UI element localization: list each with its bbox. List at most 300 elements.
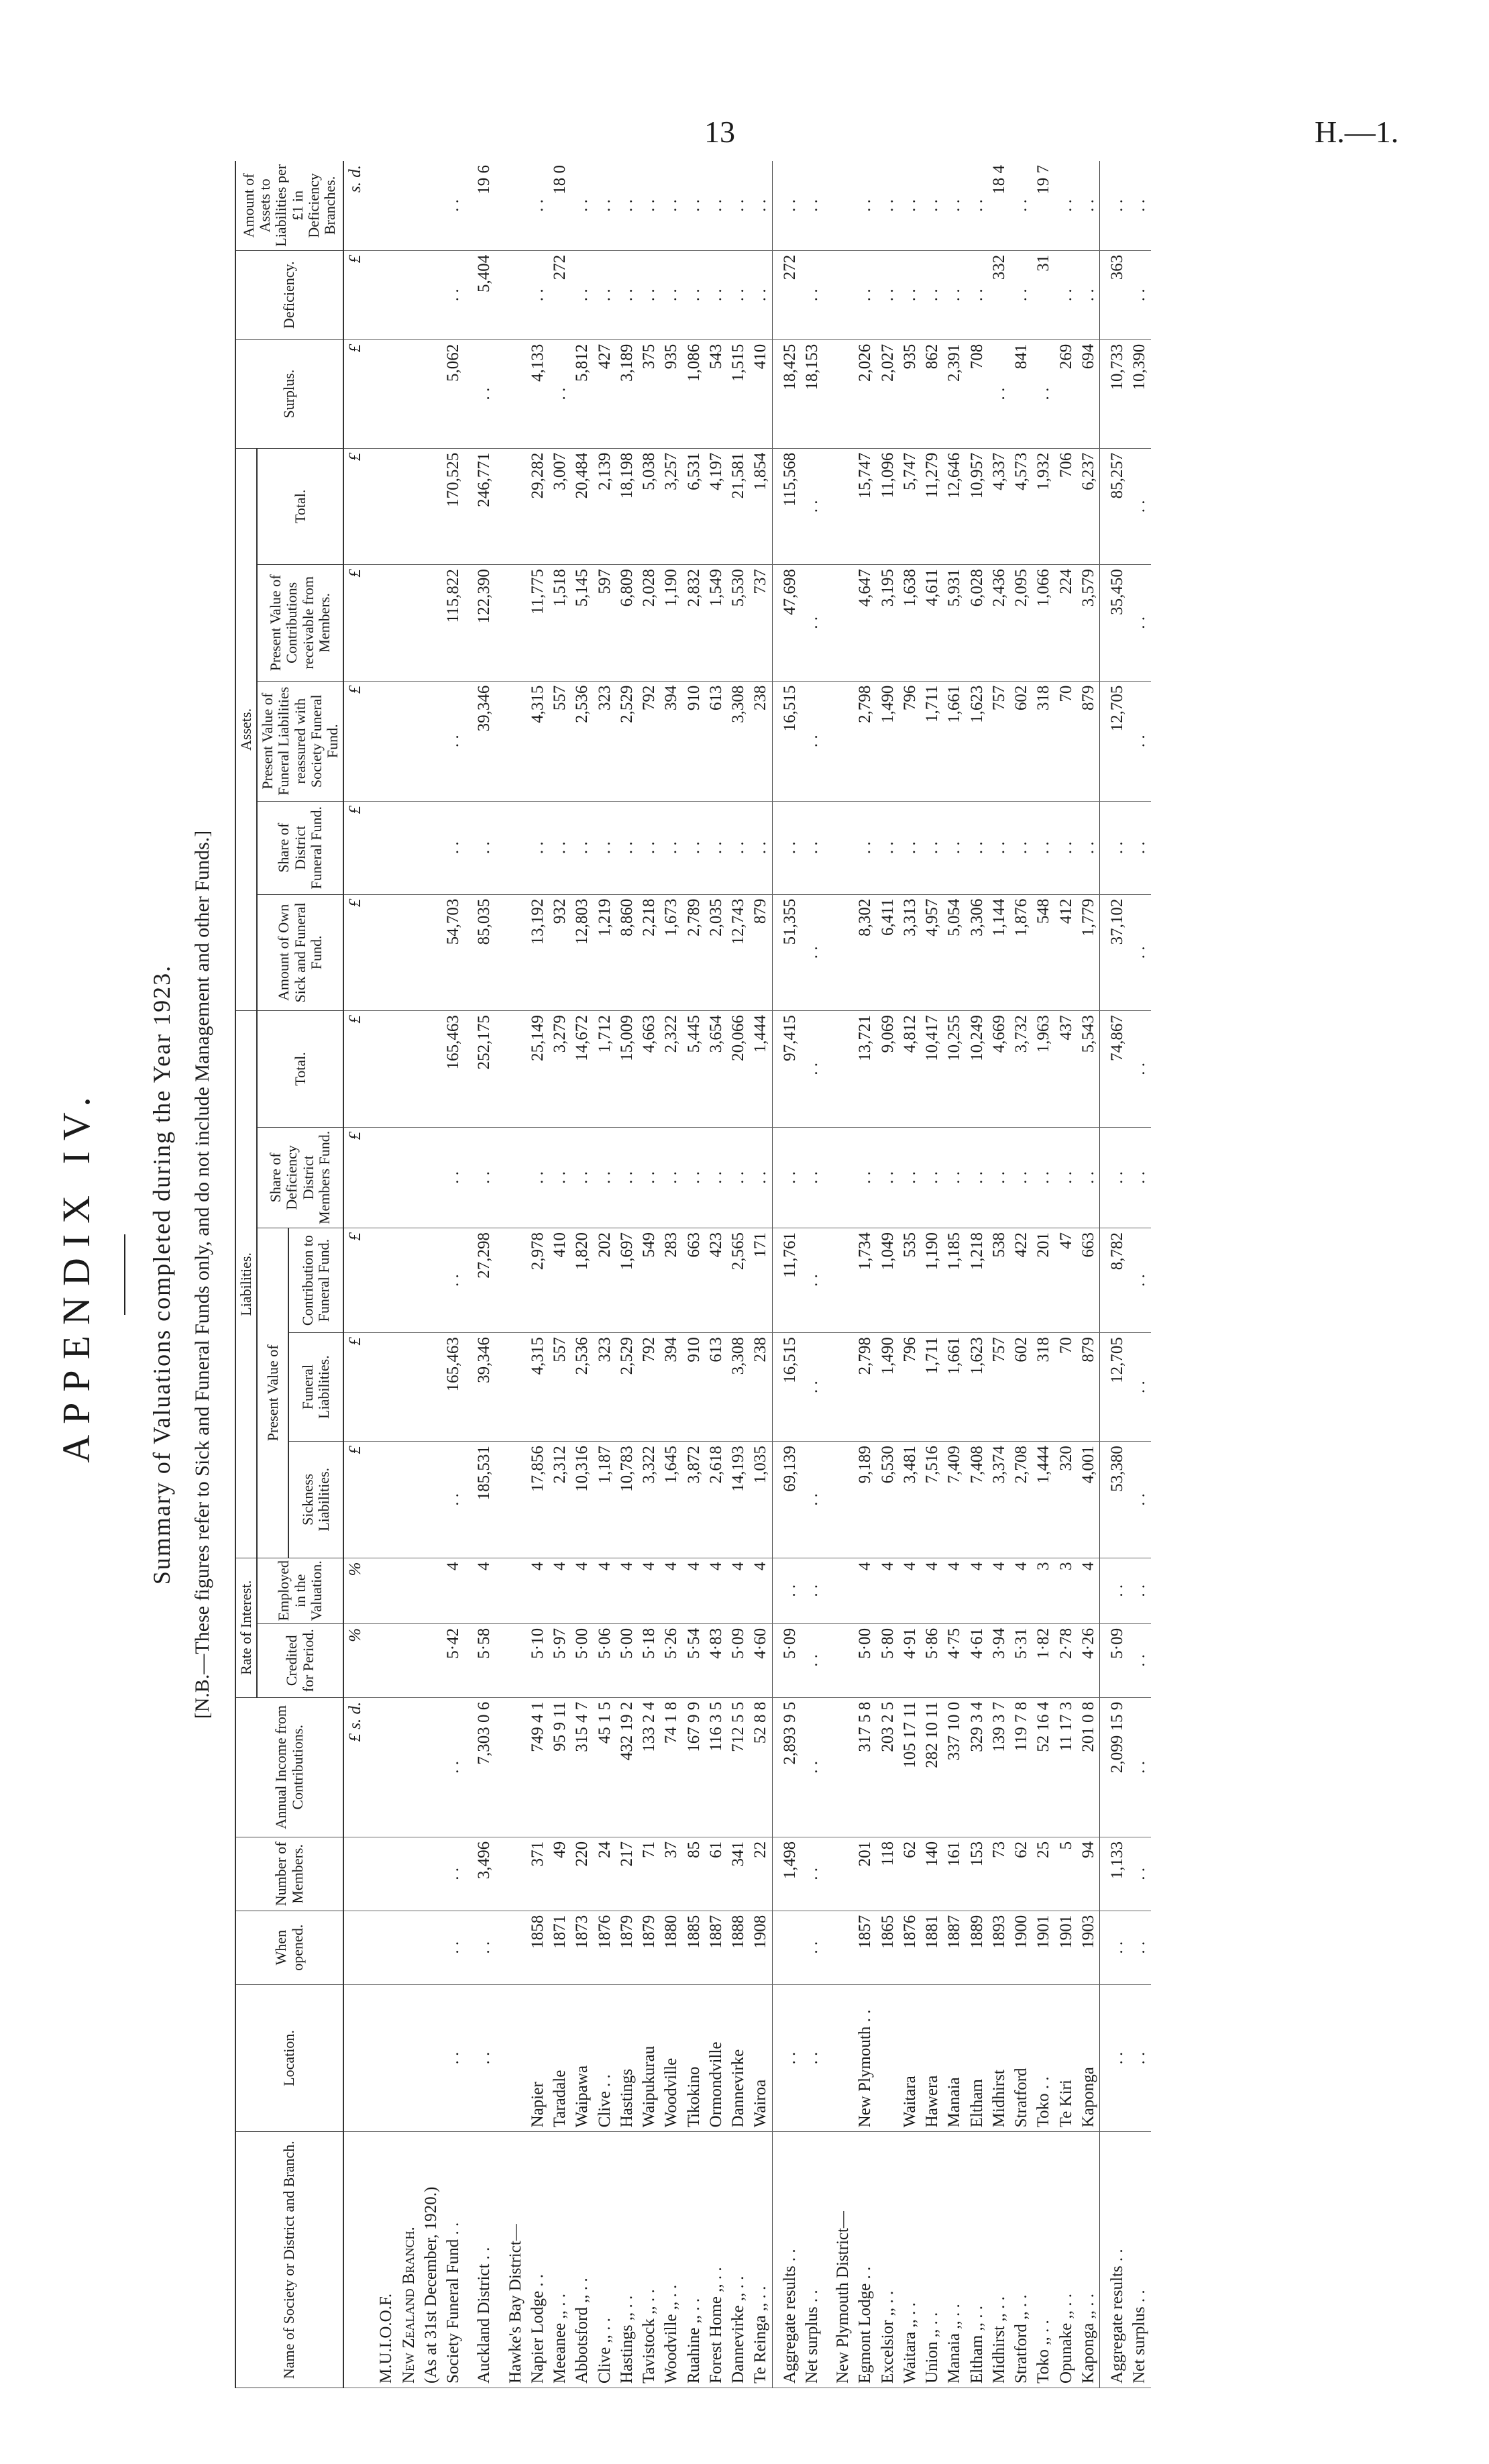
table-cell: 1908	[749, 1911, 772, 1984]
table-cell: 95 9 11	[549, 1697, 571, 1837]
table-cell: 74 1 8	[660, 1697, 682, 1837]
table-cell: . .	[571, 161, 593, 250]
table-cell: 97,415	[772, 1011, 801, 1128]
table-cell: 4,647	[854, 565, 876, 681]
table-cell: 2,893 9 5	[772, 1697, 801, 1837]
table-cell	[823, 894, 854, 1010]
table-cell: 14,193	[727, 1442, 749, 1558]
table-cell	[398, 1623, 420, 1697]
table-cell: . .	[854, 250, 876, 339]
row-label: (As at 31st December, 1920.)	[420, 2132, 442, 2388]
header-location: Location.	[235, 1984, 343, 2132]
table-cell: 1,549	[705, 565, 727, 681]
header-rate-credited: Credited for Period.	[257, 1623, 343, 1697]
unit-cell: £	[343, 1011, 366, 1128]
table-cell: 1888	[727, 1911, 749, 1984]
table-cell: 663	[1077, 1228, 1100, 1333]
table-cell	[496, 1911, 527, 1984]
table-cell: 140	[921, 1837, 943, 1911]
table-cell: 1,623	[966, 681, 988, 801]
table-cell: 375	[638, 339, 660, 448]
table-cell: 4,812	[899, 1011, 921, 1128]
table-cell	[398, 1837, 420, 1911]
title-rule	[124, 1234, 125, 1315]
table-cell: 323	[594, 681, 616, 801]
table-cell: 394	[660, 681, 682, 801]
table-cell: 4,573	[1010, 448, 1032, 565]
header-funeral-liab: Funeral Liabilities.	[288, 1333, 343, 1442]
table-cell: 879	[749, 894, 772, 1010]
table-cell: 5·00	[854, 1623, 876, 1697]
table-cell: 1,133	[1100, 1837, 1129, 1911]
table-cell: . .	[549, 1127, 571, 1228]
header-present-value: Present Value of	[257, 1228, 288, 1558]
table-cell: . .	[801, 565, 823, 681]
table-cell	[366, 339, 397, 448]
table-row	[442, 161, 464, 2388]
table-cell: 2,312	[549, 1442, 571, 1558]
table-cell: 323	[594, 1333, 616, 1442]
table-cell	[366, 1558, 397, 1623]
table-cell: . .	[801, 1442, 823, 1558]
table-cell: . .	[442, 1127, 464, 1228]
table-cell: 39,346	[464, 681, 495, 801]
table-cell: 15,747	[854, 448, 876, 565]
table-cell: 1,187	[594, 1442, 616, 1558]
table-cell	[823, 448, 854, 565]
table-cell: 1,490	[877, 681, 899, 801]
page-number: 13	[704, 115, 735, 149]
table-cell: 7,516	[921, 1442, 943, 1558]
table-cell: . .	[1128, 1911, 1150, 1984]
table-cell	[398, 1228, 420, 1333]
table-cell: 3,189	[616, 339, 638, 448]
table-row	[594, 161, 616, 2388]
table-cell: 1885	[683, 1911, 705, 1984]
table-cell: 16,515	[772, 1333, 801, 1442]
table-cell: 3,872	[683, 1442, 705, 1558]
table-cell: 4	[727, 1558, 749, 1623]
table-row	[899, 161, 921, 2388]
table-cell: 879	[1077, 681, 1100, 801]
table-cell	[398, 681, 420, 801]
row-label: Hawke's Bay District—	[496, 2132, 527, 2388]
row-label: Eltham ,, . .	[966, 2132, 988, 2388]
table-cell	[366, 161, 397, 250]
table-cell: 935	[660, 339, 682, 448]
table-cell: 1889	[966, 1911, 988, 1984]
table-cell: 3,306	[966, 894, 988, 1010]
table-cell: 1,963	[1032, 1011, 1054, 1128]
table-cell: 1880	[660, 1911, 682, 1984]
table-cell: . .	[442, 161, 464, 250]
table-cell: 796	[899, 1333, 921, 1442]
unit-cell: £	[343, 1228, 366, 1333]
table-cell: Dannevirke	[727, 1984, 749, 2132]
table-cell: 548	[1032, 894, 1054, 1010]
table-cell	[823, 1623, 854, 1697]
table-cell: 1,219	[594, 894, 616, 1010]
row-label: Abbotsford ,, . .	[571, 2132, 593, 2388]
row-label: Te Reinga ,, . .	[749, 2132, 772, 2388]
table-cell: 61	[705, 1837, 727, 1911]
table-cell: . .	[464, 1911, 495, 1984]
table-cell	[823, 801, 854, 894]
table-cell: 4	[1010, 1558, 1032, 1623]
table-cell: 1887	[705, 1911, 727, 1984]
table-cell: 410	[549, 1228, 571, 1333]
table-cell: . .	[683, 801, 705, 894]
header-contrib-receivable: Present Value of Contributions receivable from Members.	[257, 565, 343, 681]
table-cell: Taradale	[549, 1984, 571, 2132]
row-label: Woodville ,, . .	[660, 2132, 682, 2388]
table-cell: 2,708	[1010, 1442, 1032, 1558]
unit-cell: £	[343, 250, 366, 339]
table-cell: . .	[899, 801, 921, 894]
table-cell: 4	[749, 1558, 772, 1623]
table-cell: . .	[921, 801, 943, 894]
table-cell	[366, 681, 397, 801]
table-cell: 5,530	[727, 565, 749, 681]
table-cell: 12,803	[571, 894, 593, 1010]
table-cell: . .	[660, 801, 682, 894]
table-row	[823, 161, 854, 2388]
table-cell: 5·00	[616, 1623, 638, 1697]
table-cell	[398, 1984, 420, 2132]
table-cell: . .	[1100, 1911, 1129, 1984]
unit-cell	[343, 1837, 366, 1911]
table-cell: 708	[966, 339, 988, 448]
table-cell: 317 5 8	[854, 1697, 876, 1837]
table-cell: 5·86	[921, 1623, 943, 1697]
table-cell: 272	[549, 250, 571, 339]
table-cell	[823, 1558, 854, 1623]
table-cell: . .	[571, 1127, 593, 1228]
table-cell: . .	[801, 1623, 823, 1697]
header-deficiency: Deficiency.	[235, 250, 343, 339]
table-row	[616, 161, 638, 2388]
table-cell: 2,218	[638, 894, 660, 1010]
table-cell	[398, 1697, 420, 1837]
unit-cell: £	[343, 1333, 366, 1442]
table-cell: 5·09	[1100, 1623, 1129, 1697]
table-cell: 910	[683, 681, 705, 801]
table-cell	[823, 1011, 854, 1128]
unit-cell: s. d.	[343, 161, 366, 250]
unit-cell: £	[343, 801, 366, 894]
table-cell: 749 4 1	[527, 1697, 549, 1837]
table-cell: . .	[1128, 250, 1150, 339]
table-cell: 1,661	[943, 1333, 965, 1442]
table-row	[571, 161, 593, 2388]
table-cell: Stratford	[1010, 1984, 1032, 2132]
table-cell	[823, 681, 854, 801]
table-cell: . .	[727, 801, 749, 894]
table-cell: . .	[442, 1837, 464, 1911]
row-label: Napier Lodge . .	[527, 2132, 549, 2388]
table-cell	[496, 1333, 527, 1442]
table-cell: 122,390	[464, 565, 495, 681]
table-cell: 2,028	[638, 565, 660, 681]
table-cell: . .	[801, 161, 823, 250]
table-cell	[823, 1984, 854, 2132]
table-cell: 10,255	[943, 1011, 965, 1128]
table-cell	[366, 1911, 397, 1984]
table-cell: 410	[749, 339, 772, 448]
table-cell: . .	[854, 801, 876, 894]
table-cell	[420, 250, 442, 339]
table-cell: 2,832	[683, 565, 705, 681]
table-cell: . .	[772, 1558, 801, 1623]
table-row	[1128, 161, 1150, 2388]
unit-cell: £	[343, 1127, 366, 1228]
table-cell: Wairoa	[749, 1984, 772, 2132]
table-row	[366, 161, 397, 2388]
table-cell: . .	[727, 250, 749, 339]
table-cell: 910	[683, 1333, 705, 1442]
table-cell: 246,771	[464, 448, 495, 565]
table-cell: New Plymouth . .	[854, 1984, 876, 2132]
table-cell	[420, 1127, 442, 1228]
row-label: Net surplus . .	[801, 2132, 823, 2388]
table-cell: 1858	[527, 1911, 549, 1984]
table-cell: . .	[921, 161, 943, 250]
table-cell: 19 6	[464, 161, 495, 250]
table-cell: . .	[943, 161, 965, 250]
table-cell: 4	[616, 1558, 638, 1623]
table-cell: 2,099 15 9	[1100, 1697, 1129, 1837]
table-cell: . .	[801, 1837, 823, 1911]
header-rate: Rate of Interest.	[235, 1558, 257, 1697]
unit-cell: £	[343, 448, 366, 565]
table-cell: 70	[1055, 681, 1077, 801]
table-row	[683, 161, 705, 2388]
table-cell: 12,646	[943, 448, 965, 565]
table-cell: 18 4	[988, 161, 1010, 250]
table-cell: 2,529	[616, 681, 638, 801]
table-cell: 1,932	[1032, 448, 1054, 565]
table-cell	[496, 894, 527, 1010]
table-cell: 25	[1032, 1837, 1054, 1911]
table-row	[1077, 161, 1100, 2388]
table-cell: . .	[660, 250, 682, 339]
table-cell	[496, 1011, 527, 1128]
table-cell: . .	[594, 161, 616, 250]
table-cell: 12,743	[727, 894, 749, 1010]
table-cell: . .	[705, 161, 727, 250]
unit-cell: £	[343, 565, 366, 681]
table-cell: 2,565	[727, 1228, 749, 1333]
table-cell: Hawera	[921, 1984, 943, 2132]
table-row	[705, 161, 727, 2388]
table-cell: 412	[1055, 894, 1077, 1010]
table-cell: 1,144	[988, 894, 1010, 1010]
table-cell	[496, 1984, 527, 2132]
table-cell	[823, 1333, 854, 1442]
table-cell: 1,444	[749, 1011, 772, 1128]
unit-cell	[343, 2132, 366, 2388]
table-cell: . .	[772, 801, 801, 894]
table-cell	[496, 1442, 527, 1558]
table-cell: . .	[877, 161, 899, 250]
unit-cell: £ s. d.	[343, 1697, 366, 1837]
table-cell	[420, 1697, 442, 1837]
table-cell: 39,346	[464, 1333, 495, 1442]
table-cell: 4,315	[527, 1333, 549, 1442]
table-cell: . .	[705, 801, 727, 894]
table-cell: 283	[660, 1228, 682, 1333]
table-cell: 4,133	[527, 339, 549, 448]
table-cell: . .	[749, 250, 772, 339]
table-cell: 10,783	[616, 1442, 638, 1558]
table-cell: 437	[1055, 1011, 1077, 1128]
table-cell: . .	[1128, 1558, 1150, 1623]
table-cell: 427	[594, 339, 616, 448]
table-cell: 1,518	[549, 565, 571, 681]
table-cell: . .	[801, 1333, 823, 1442]
table-cell: 1,645	[660, 1442, 682, 1558]
table-cell: 535	[899, 1228, 921, 1333]
table-cell	[366, 1697, 397, 1837]
table-cell: 170,525	[442, 448, 464, 565]
table-cell: 7,408	[966, 1442, 988, 1558]
table-cell: 4	[464, 1558, 495, 1623]
table-cell	[420, 1558, 442, 1623]
table-cell: . .	[549, 339, 571, 448]
table-cell	[420, 1911, 442, 1984]
table-cell: 4	[660, 1558, 682, 1623]
table-cell: 5,062	[442, 339, 464, 448]
table-cell: 4·26	[1077, 1623, 1100, 1697]
table-cell: 5·10	[527, 1623, 549, 1697]
table-cell: 371	[527, 1837, 549, 1911]
table-cell: . .	[660, 161, 682, 250]
table-row	[527, 161, 549, 2388]
table-cell: 35,450	[1100, 565, 1129, 681]
table-cell: 220	[571, 1837, 593, 1911]
table-cell: . .	[683, 1127, 705, 1228]
table-cell	[366, 1228, 397, 1333]
table-cell: . .	[899, 250, 921, 339]
row-label: Egmont Lodge . .	[854, 2132, 876, 2388]
row-label: Opunake ,, . .	[1055, 2132, 1077, 2388]
table-cell	[496, 1558, 527, 1623]
table-cell: . .	[772, 1984, 801, 2132]
table-cell	[366, 1333, 397, 1442]
table-cell: 47,698	[772, 565, 801, 681]
table-cell: 3,195	[877, 565, 899, 681]
unit-cell: £	[343, 339, 366, 448]
unit-cell: %	[343, 1558, 366, 1623]
table-cell: 2,095	[1010, 565, 1032, 681]
table-cell	[823, 161, 854, 250]
table-cell	[823, 1127, 854, 1228]
table-cell: 792	[638, 681, 660, 801]
row-label: Aggregate results . .	[772, 2132, 801, 2388]
table-cell: 13,192	[527, 894, 549, 1010]
table-cell: 1876	[899, 1911, 921, 1984]
unit-cell: £	[343, 681, 366, 801]
table-cell: Ormondville	[705, 1984, 727, 2132]
table-cell	[398, 161, 420, 250]
table-cell: 4	[1077, 1558, 1100, 1623]
table-cell: 3,279	[549, 1011, 571, 1128]
table-cell: 2,536	[571, 1333, 593, 1442]
table-cell	[366, 565, 397, 681]
table-cell: 3,007	[549, 448, 571, 565]
table-cell: 4	[442, 1558, 464, 1623]
table-cell: 4	[527, 1558, 549, 1623]
table-cell: 4,001	[1077, 1442, 1100, 1558]
row-label: Hastings ,, . .	[616, 2132, 638, 2388]
table-cell: 3,732	[1010, 1011, 1032, 1128]
table-cell	[496, 1228, 527, 1333]
table-cell: . .	[966, 250, 988, 339]
table-cell: 1887	[943, 1911, 965, 1984]
table-cell: Te Kiri	[1055, 1984, 1077, 2132]
table-cell: 69,139	[772, 1442, 801, 1558]
table-cell: . .	[1010, 250, 1032, 339]
table-cell	[496, 1697, 527, 1837]
table-cell: 171	[749, 1228, 772, 1333]
table-row	[660, 161, 682, 2388]
table-cell: 252,175	[464, 1011, 495, 1128]
table-cell: 5,931	[943, 565, 965, 681]
table-cell: . .	[801, 1911, 823, 1984]
table-cell: 5·09	[772, 1623, 801, 1697]
table-cell	[398, 250, 420, 339]
table-cell: 1,711	[921, 1333, 943, 1442]
table-cell: 1871	[549, 1911, 571, 1984]
table-cell: . .	[442, 1984, 464, 2132]
table-cell	[398, 339, 420, 448]
header-rate-employed: Employed in the Valuation.	[257, 1558, 343, 1623]
table-cell: 879	[1077, 1333, 1100, 1442]
table-row	[749, 161, 772, 2388]
table-cell: . .	[442, 1228, 464, 1333]
table-cell: Napier	[527, 1984, 549, 2132]
table-cell: 118	[877, 1837, 899, 1911]
table-cell: 1,673	[660, 894, 682, 1010]
table-cell: . .	[801, 250, 823, 339]
table-cell: . .	[1128, 894, 1150, 1010]
table-cell	[420, 1228, 442, 1333]
table-cell: 2·78	[1055, 1623, 1077, 1697]
table-cell: 796	[899, 681, 921, 801]
table-cell	[366, 448, 397, 565]
table-cell: 4	[877, 1558, 899, 1623]
table-cell: . .	[1077, 1127, 1100, 1228]
table-cell: 71	[638, 1837, 660, 1911]
table-cell: . .	[683, 161, 705, 250]
table-cell: 238	[749, 681, 772, 801]
table-cell: 269	[1055, 339, 1077, 448]
table-row	[1032, 161, 1054, 2388]
table-row	[1055, 161, 1077, 2388]
table-cell: 4·91	[899, 1623, 921, 1697]
table-cell: . .	[442, 1911, 464, 1984]
table-cell: 1,697	[616, 1228, 638, 1333]
table-cell: 3,654	[705, 1011, 727, 1128]
table-cell: 3,308	[727, 1333, 749, 1442]
header-members: Number of Members.	[235, 1837, 343, 1911]
table-cell: 10,733	[1100, 339, 1129, 448]
table-cell: 422	[1010, 1228, 1032, 1333]
table-cell: 5·26	[660, 1623, 682, 1697]
table-cell: 4	[854, 1558, 876, 1623]
table-cell: 217	[616, 1837, 638, 1911]
table-cell: 74,867	[1100, 1011, 1129, 1128]
